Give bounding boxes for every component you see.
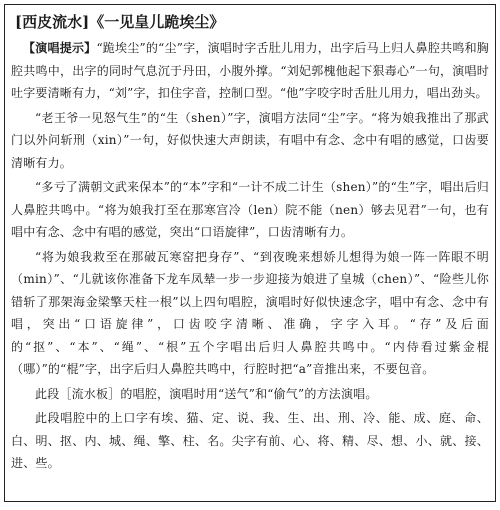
title-bracket-close: ] [82,13,90,31]
body-paragraph: 此段唱腔中的上口字有埃、猫、定、说、我、生、出、刑、冷、能、成、庭、命、白、明、抠、内、城、绳、擎、柱、名。尖字有前、心、将、精、尽、想、小、就、接、进、些。 [11,411,489,470]
body-paragraph: 此段［流水板］的唱腔，演唱时用“送气”和“偷气”的方法演唱。 [35,386,378,401]
body-paragraph: “将为娘我救至在那破瓦寒窑把身存”、“到夜晚来想娇儿想得为娘一阵一阵眼不明（min）”、“儿就该你准备下龙车凤辇一步一步迎接为娘进了皇城（chen）”、“险些儿你错斩了那架海金梁擎天柱一根”以上四句唱腔，演唱时好似快速念字，唱中有念、念中有唱，突出“口语旋律”，口齿咬字清晰、准确，字字入耳。“存”及后面的“抠”、“本”、“绳”、“根”五个字唱出后归人鼻腔共鸣中。“内侍看过紫金棍（哪）”的“棍”字，出字后归人鼻腔共鸣中，行腔时把“a”音推出来，不要包音。 [11,249,489,376]
tip-text: “跪埃尘”的“尘”字，演唱时字舌肚儿用力，出字后马上归人鼻腔共鸣和胸腔共鸣中，出字的同时气息沉于丹田，小腹外撑。“刘妃郭槐他起下狠毒心”一句，演唱时吐字要清晰有力，“刘”字，扣住字音，控制口型。“他”字咬字时舌肚儿用力，唱出劲头。 [11,41,490,100]
title-bracket-open: [ [15,13,23,31]
body-paragraph: “老王爷一见怒气生”的“生（shen）”字，演唱方法同“尘”字。“将为娘我推出了那武门以外问斩刑（xin）”一句，好似快速大声朗读，有唱中有念、念中有唱的感觉，口齿要清晰有力。 [11,110,489,170]
body-paragraph: “多亏了满朝文武来保本”的“本”字和“一计不成二计生（shen）”的“生”字，唱出后归人鼻腔共鸣中。“将为娘我打至在那寒宫冷（len）院不能（nen）够去见君”一句，也有唱中有念、念中有唱的感觉，突出“口语旋律”，口齿清晰有力。 [11,180,489,239]
tip-paragraph [11,37,489,105]
document-page [4,4,496,502]
tip-label: 【演唱提示】 [23,41,97,55]
section-tag: 西皮流水 [22,13,83,31]
page-title [15,11,489,33]
song-title: 《一见皇儿跪埃尘》 [89,13,225,31]
